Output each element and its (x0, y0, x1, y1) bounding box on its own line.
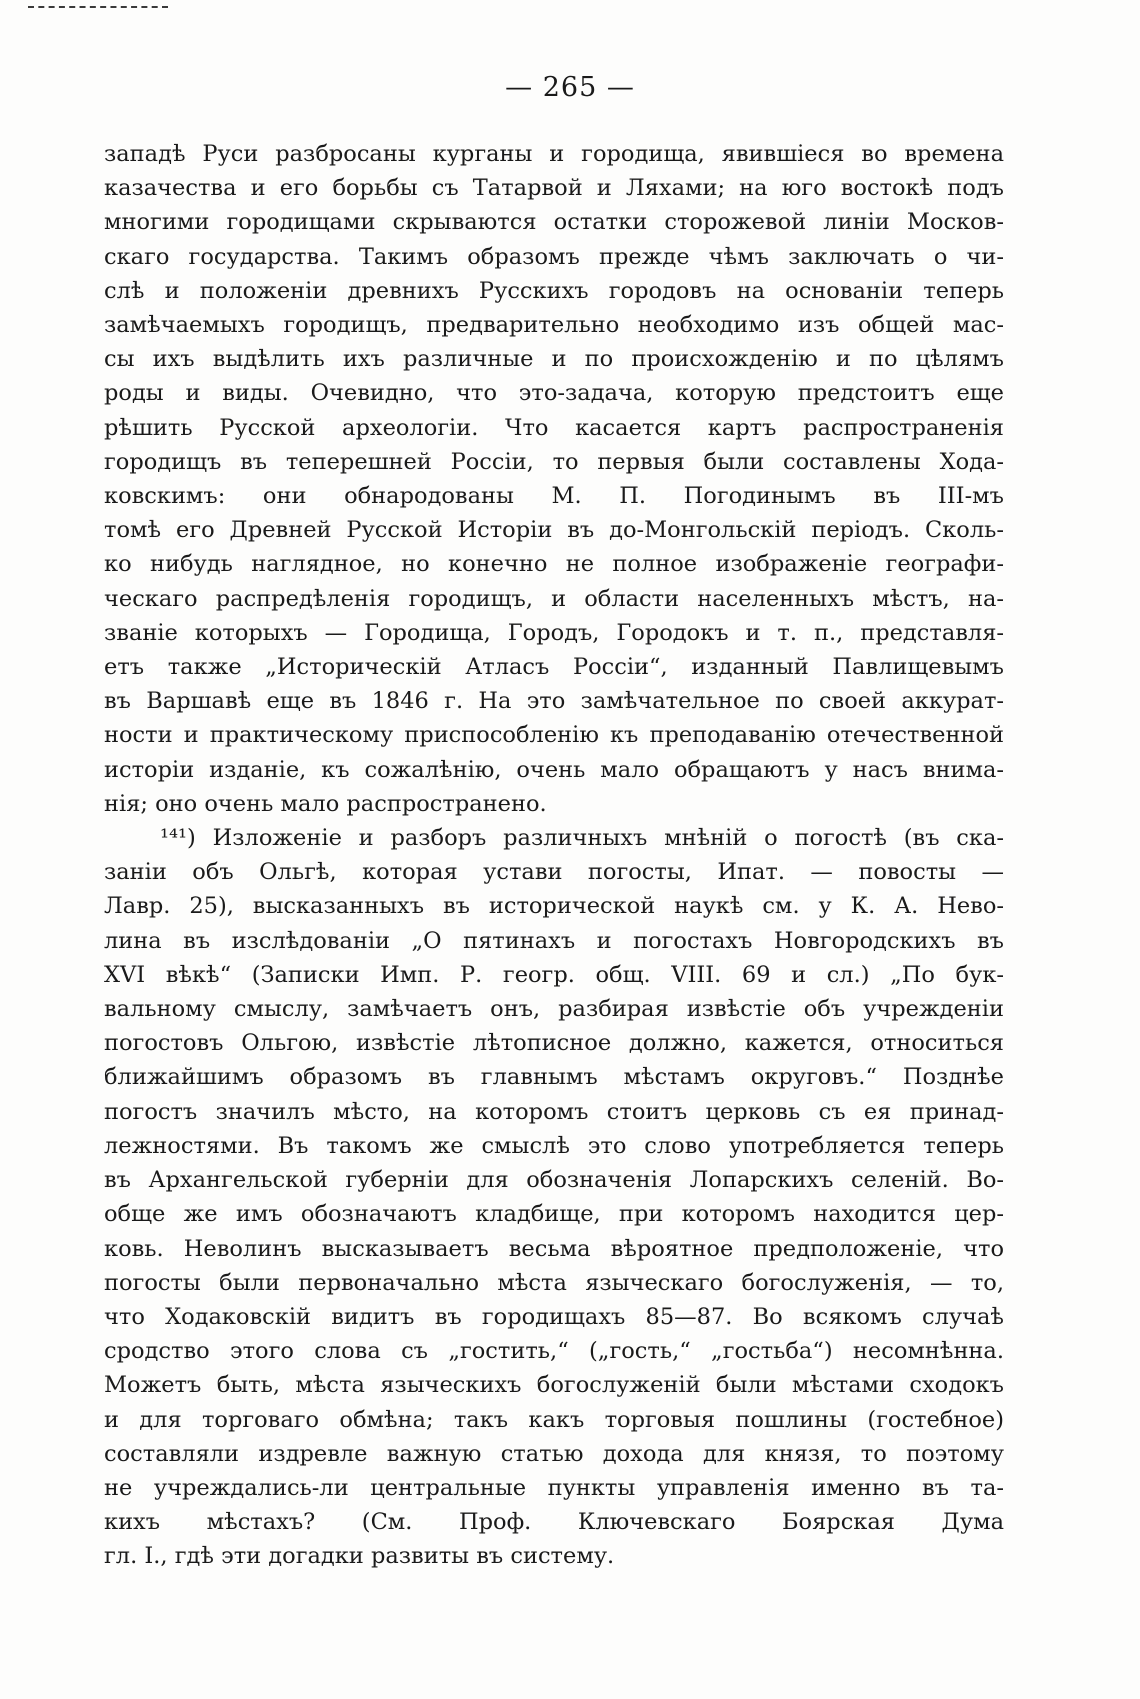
text-line: рѣшить Русской археологіи. Что касается картъ распространенія (104, 414, 1004, 441)
text-line: Лавр. 25), высказанныхъ въ исторической наукѣ см. у К. А. Нево- (104, 893, 1004, 920)
text-line: замѣчаемыхъ городищъ, предварительно необходимо изъ общей мас- (104, 312, 1004, 339)
text-line: ковь. Неволинъ высказываетъ весьма вѣроятное предположеніе, что (104, 1235, 1004, 1262)
text-line: вальному смыслу, замѣчаетъ онъ, разбирая извѣстіе объ учрежденіи (104, 996, 1004, 1023)
text-line: лина въ изслѣдованіи „О пятинахъ и погостахъ Новгородскихъ въ (104, 927, 1004, 954)
text-line: многими городищами скрываются остатки сторожевой линіи Москов- (104, 209, 1004, 236)
text-line: томѣ его Древней Русской Исторіи въ до-Монгольскій періодъ. Сколь- (104, 517, 1004, 544)
text-line: ближайшимъ образомъ въ главнымъ мѣстамъ округовъ.“ Позднѣе (104, 1064, 1004, 1091)
text-line: сродство этого слова съ „гостить,“ („гость,“ „гостьба“) несомнѣнна. (104, 1338, 1004, 1365)
text-line: городищъ въ теперешней Россіи, то первыя были составлены Хода- (104, 448, 1004, 475)
text-line: ковскимъ: они обнародованы М. П. Погодинымъ въ III-мъ (104, 483, 1004, 510)
text-line: ¹⁴¹) Изложеніе и разборъ различныхъ мнѣній о погостѣ (въ ска- (160, 825, 1004, 852)
text-line: слѣ и положеніи древнихъ Русскихъ городовъ на основаніи теперь (104, 277, 1004, 304)
text-line: что Ходаковскій видитъ въ городищахъ 85—87. Во всякомъ случаѣ (104, 1303, 1004, 1330)
text-line: погосты были первоначально мѣста языческаго богослуженія, — то, (104, 1269, 1004, 1296)
text-line: званіе которыхъ — Городища, Городъ, Городокъ и т. п., представля- (104, 619, 1004, 646)
text-line: и для торговаго обмѣна; такъ какъ торговыя пошлины (гостебное) (104, 1406, 1004, 1433)
paragraph-continuation (104, 137, 1004, 821)
paragraph-footnote-141 (104, 821, 1004, 1573)
text-line: лежностями. Въ такомъ же смыслѣ это слово употребляется теперь (104, 1132, 1004, 1159)
text-line: роды и виды. Очевидно, что это-задача, которую предстоитъ еще (104, 380, 1004, 407)
text-line: исторіи изданіе, къ сожалѣнію, очень мало обращаютъ у насъ внима- (104, 756, 1004, 783)
text-line: нія; оно очень мало распространено. (104, 790, 547, 817)
page-number: — 265 — (505, 72, 635, 103)
scan-edge-mark (28, 6, 168, 11)
text-line: кихъ мѣстахъ? (См. Проф. Ключевскаго Боярская Дума (104, 1509, 1004, 1536)
text-line: заніи объ Ольгѣ, которая устави погосты, Ипат. — повосты — (104, 859, 1004, 886)
text-line: гл. I., гдѣ эти догадки развиты въ систему. (104, 1543, 615, 1570)
text-line: етъ также „Историческій Атласъ Россіи“, изданный Павлищевымъ (104, 654, 1004, 681)
text-line: ко нибудь наглядное, но конечно не полное изображеніе географи- (104, 551, 1004, 578)
text-line: погостовъ Ольгою, извѣстіе лѣтописное должно, кажется, относиться (104, 1030, 1004, 1057)
text-line: въ Архангельской губерніи для обозначенія Лопарскихъ селеній. Во- (104, 1167, 1004, 1194)
text-line: составляли издревле важную статью дохода для князя, то поэтому (104, 1440, 1004, 1467)
text-line: ческаго распредѣленія городищъ, и области населенныхъ мѣстъ, на- (104, 585, 1004, 612)
text-line: въ Варшавѣ еще въ 1846 г. На это замѣчательное по своей аккурат- (104, 688, 1004, 715)
text-line: ности и практическому приспособленію къ преподаванію отечественной (104, 722, 1004, 749)
text-line: обще же имъ обозначаютъ кладбище, при которомъ находится цер- (104, 1201, 1004, 1228)
text-line: Можетъ быть, мѣста языческихъ богослуженій были мѣстами сходокъ (104, 1372, 1004, 1399)
text-line: не учреждались-ли центральные пункты управленія именно въ та- (104, 1474, 1004, 1501)
body-text (104, 137, 1004, 1574)
text-line: западѣ Руси разбросаны курганы и городища, явившіеся во времена (104, 141, 1004, 167)
text-line: XVI вѣкѣ“ (Записки Имп. Р. геогр. общ. VIII. 69 и сл.) „По бук- (104, 961, 1004, 988)
text-line: погостъ значилъ мѣсто, на которомъ стоитъ церковь съ ея принад- (104, 1098, 1004, 1125)
text-line: казачества и его борьбы съ Татарвой и Ляхами; на юго востокѣ подъ (104, 175, 1004, 202)
text-line: сы ихъ выдѣлить ихъ различные и по происхожденію и по цѣлямъ (104, 346, 1004, 373)
text-line: скаго государства. Такимъ образомъ прежде чѣмъ заключать о чи- (104, 243, 1004, 270)
